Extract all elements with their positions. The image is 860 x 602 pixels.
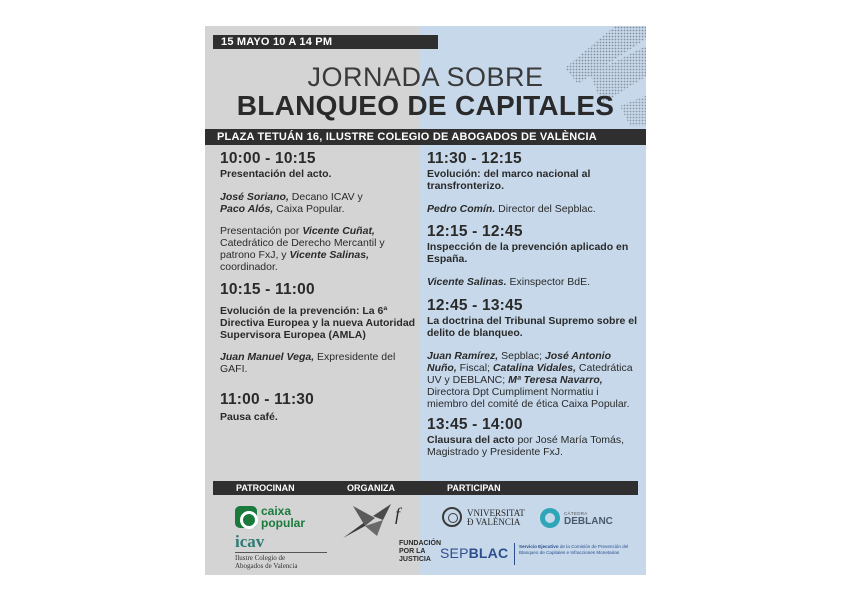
- icav-divider: [235, 552, 327, 553]
- speaker-role: Caixa Popular.: [273, 203, 345, 215]
- session-topic: Pausa café.: [220, 411, 278, 423]
- session-speakers: [427, 276, 641, 288]
- venue-banner: PLAZA TETUÁN 16, ILUSTRE COLEGIO DE ABOGADOS DE VALÈNCIA: [205, 129, 646, 145]
- label-participan: PARTICIPAN: [447, 483, 501, 493]
- speaker-name: Juan Ramírez,: [427, 350, 499, 362]
- session-topic: Evolución de la prevención: La 6ª Directiva Europea y la nueva Autoridad Supervisora Europea (AMLA): [220, 305, 416, 341]
- title-line-2: BLANQUEO DE CAPITALES: [236, 90, 615, 121]
- session-topic: Clausura del acto: [427, 434, 515, 446]
- title-line-1: JORNADA SOBRE: [307, 62, 544, 92]
- fundacion-line-2: POR LA: [399, 548, 426, 555]
- caixa-popular-icon: [235, 506, 257, 528]
- speaker-name: Mª Teresa Navarro,: [508, 374, 603, 386]
- label-organiza: ORGANIZA: [347, 483, 395, 493]
- fundacion-por-la-justicia-logo: [343, 498, 441, 568]
- deblanc-icon: [540, 508, 560, 528]
- session-5: [427, 223, 641, 288]
- caixa-popular-logo: [235, 504, 330, 530]
- session-4: [427, 150, 641, 215]
- session-topic: Inspección de la prevención aplicado en España.: [427, 241, 629, 265]
- origami-bird-icon: [343, 498, 413, 543]
- speaker-name: Paco Alós,: [220, 203, 274, 215]
- icav-logo: [235, 533, 335, 573]
- sepblac-description: [519, 544, 639, 556]
- session-topic: Evolución: del marco nacional al transfronterizo.: [427, 168, 591, 192]
- session-time: 11:00 - 11:30: [220, 391, 314, 408]
- speaker-name: Catalina Vidales,: [492, 362, 576, 374]
- sponsors-banner: [213, 481, 638, 495]
- event-poster: [205, 26, 646, 575]
- uv-line-1: VNIVERSITAT: [467, 508, 525, 518]
- session-topic: Presentación del acto.: [220, 168, 332, 180]
- icav-wordmark: icav: [235, 532, 265, 551]
- caixa-popular-wordmark: [261, 505, 305, 529]
- deblanc-wordmark: DEBLANC: [564, 516, 613, 527]
- uv-line-2: Ð VALÈNCIA: [467, 517, 521, 527]
- speaker-name: José Antonio Nuño,: [427, 350, 612, 374]
- session-time: 12:15 - 12:45: [427, 223, 523, 240]
- session-3: [220, 391, 420, 423]
- universitat-valencia-logo: [442, 507, 537, 529]
- session-topic: La doctrina del Tribunal Supremo sobre el delito de blanqueo.: [427, 315, 638, 339]
- session-1: [220, 150, 420, 273]
- session-2: [220, 281, 420, 375]
- university-seal-icon: [442, 507, 462, 527]
- session-speakers: [220, 351, 420, 375]
- deblanc-small-label: CÁTEDRA: [564, 511, 588, 516]
- session-presenters: [220, 225, 420, 273]
- date-banner: 15 MAYO 10 A 14 PM: [213, 35, 438, 49]
- speaker-name: Pedro Comín.: [427, 203, 496, 215]
- session-7: [427, 416, 641, 458]
- session-closing: [427, 434, 641, 458]
- icav-subtitle-line-2: Abogados de Valencia: [235, 562, 298, 570]
- speaker-role: Directora Dpt Cumpliment Normatiu i miembro del comité de ética Caixa Popular.: [427, 386, 630, 410]
- speaker-role: Sepblac;: [498, 350, 545, 362]
- speaker-name: Vicente Cuñat,: [302, 225, 375, 237]
- speaker-role: por José María Tomás, Magistrado y Presidente FxJ.: [427, 434, 625, 458]
- sepblac-part-2: BLAC: [468, 545, 509, 561]
- sepblac-part-1: SEP: [440, 545, 469, 561]
- universitat-wordmark: [467, 509, 525, 527]
- session-time: 13:45 - 14:00: [427, 416, 523, 433]
- session-time: 11:30 - 12:15: [427, 150, 522, 167]
- caixa-line-1: caixa: [261, 504, 292, 518]
- sepblac-divider: [514, 543, 515, 565]
- speaker-role: Catedrática UV y DEBLANC;: [427, 362, 633, 386]
- icav-subtitle: [235, 554, 297, 570]
- caixa-line-2: popular: [261, 516, 305, 530]
- speaker-role: Exinspector BdE.: [506, 276, 591, 288]
- fundacion-line-3: JUSTICIA: [399, 556, 431, 563]
- sepblac-description-bold: Servicio Ejecutivo: [519, 544, 559, 549]
- session-speakers: [427, 203, 641, 215]
- speaker-name: Vicente Salinas.: [427, 276, 507, 288]
- speaker-role: Decano ICAV y: [288, 191, 363, 203]
- presenter-text: Presentación por: [220, 225, 303, 237]
- schedule-left-column: [220, 150, 420, 423]
- presenter-text: coordinador.: [220, 261, 278, 273]
- icav-subtitle-line-1: Ilustre Colegio de: [235, 554, 286, 562]
- session-6: [427, 297, 641, 410]
- session-time: 10:00 - 10:15: [220, 150, 316, 167]
- speaker-name: José Soriano,: [220, 191, 289, 203]
- speaker-name: Vicente Salinas,: [289, 249, 370, 261]
- session-speakers: [427, 350, 641, 410]
- sepblac-wordmark: [440, 545, 508, 561]
- sepblac-logo: [440, 541, 645, 571]
- fundacion-line-1: FUNDACIÓN: [399, 540, 441, 547]
- presenter-text: Catedrático de Derecho Mercantil y patrono FxJ, y: [220, 237, 385, 261]
- session-speakers: [220, 191, 420, 215]
- session-time: 12:45 - 13:45: [427, 297, 523, 314]
- speaker-role: Fiscal;: [456, 362, 493, 374]
- sepblac-description-text: de la Comisión de Prevención del Blanqueo de Capitales e Infracciones Monetarias: [519, 544, 629, 555]
- label-patrocinan: PATROCINAN: [236, 483, 295, 493]
- schedule-right-column: [427, 150, 641, 458]
- speaker-role: Director del Sepblac.: [495, 203, 596, 215]
- session-time: 10:15 - 11:00: [220, 281, 315, 298]
- speaker-name: Juan Manuel Vega,: [220, 351, 315, 363]
- speaker-role: Expresidente del GAFI.: [220, 351, 396, 375]
- svg-text:f: f: [395, 504, 401, 524]
- catedra-deblanc-logo: [540, 508, 640, 530]
